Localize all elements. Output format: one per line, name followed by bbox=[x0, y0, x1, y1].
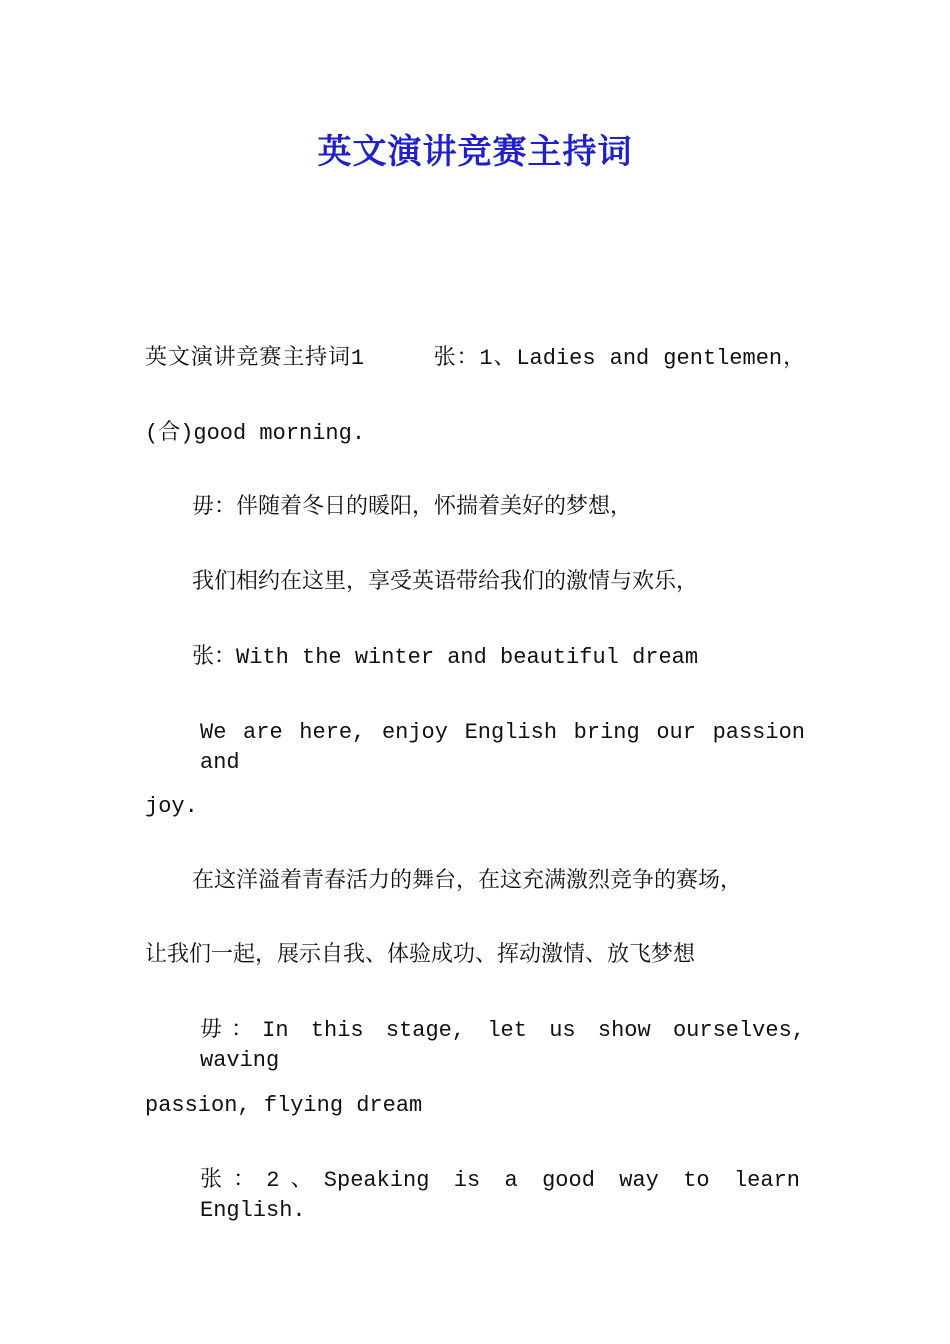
paragraph-line: 在这洋溢着青春活力的舞台，在这充满激烈竞争的赛场， bbox=[192, 869, 743, 894]
paragraph-line: joy. bbox=[145, 794, 198, 819]
document-title: 英文演讲竞赛主持词 bbox=[317, 132, 633, 172]
paragraph-line: 让我们一起，展示自我、体验成功、挥动激情、放飞梦想 bbox=[145, 943, 696, 968]
paragraph-line: 英文演讲竞赛主持词1 张：1、Ladies and gentlemen， bbox=[145, 346, 805, 371]
paragraph-line: 毋：伴随着冬日的暖阳，怀揣着美好的梦想， bbox=[192, 495, 633, 520]
paragraph-line: (合)good morning. bbox=[145, 421, 366, 446]
paragraph-line: We are here, enjoy English bring our passion and bbox=[200, 720, 805, 775]
paragraph-line: 张：2、Speaking is a good way to learn English. bbox=[200, 1168, 800, 1223]
paragraph-line: 我们相约在这里，享受英语带给我们的激情与欢乐， bbox=[192, 570, 699, 595]
paragraph-line: 张：With the winter and beautiful dream bbox=[192, 645, 699, 670]
paragraph-line: passion, flying dream bbox=[145, 1093, 423, 1118]
paragraph-line: 毋：In this stage, let us show ourselves, waving bbox=[200, 1018, 805, 1073]
